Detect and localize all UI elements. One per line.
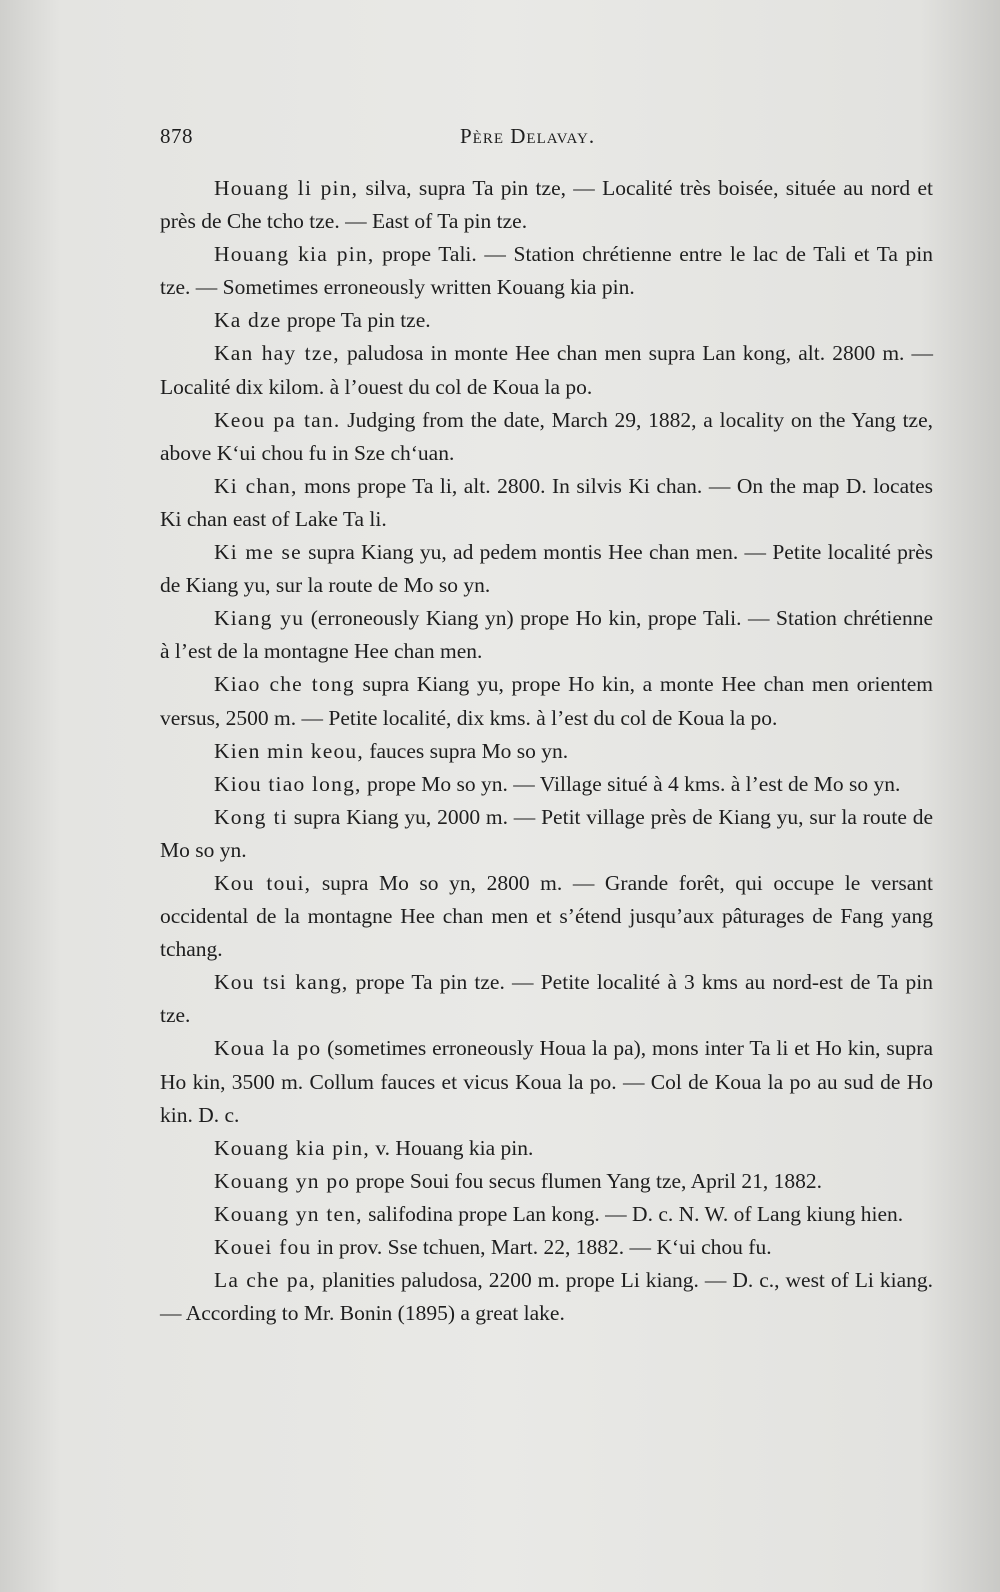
entry — [160, 768, 933, 801]
entry-head: Kou toui, — [214, 870, 312, 895]
entry — [160, 1264, 933, 1330]
entry — [160, 1032, 933, 1131]
entry-text: prope Mo so yn. — Village situé à 4 kms. à l’est de Mo so yn. — [361, 771, 901, 796]
entry-text: prope Soui fou secus flumen Yang tze, April 21, 1882. — [350, 1168, 822, 1193]
entry-head: Ki chan, — [214, 473, 298, 498]
entry — [160, 1231, 933, 1264]
entry-head: La che pa, — [214, 1268, 317, 1293]
entry-text: prope Ta pin tze. — [281, 308, 431, 333]
entry-text: planities paludosa, 2200 m. prope Li kiang. — D. c., west of Li kiang. — According to Mr. Bonin (1895) a great lake. — [160, 1268, 933, 1326]
entry-text: (erroneously Kiang yn) prope Ho kin, prope Tali. — Station chrétienne à l’est de la montagne Hee chan men. — [160, 606, 933, 664]
entry-head: Houang kia pin, — [214, 242, 375, 267]
entry-text: paludosa in monte Hee chan men supra Lan kong, alt. 2800 m. — Localité dix kilom. à l’ouest du col de Koua la po. — [160, 341, 934, 399]
page-header — [160, 124, 925, 154]
entry-text: Judging from the date, March 29, 1882, a locality on the Yang tze, above K‘ui chou fu in Sze ch‘uan. — [160, 407, 933, 465]
entry-text: prope Ta pin tze. — Petite localité à 3 kms au nord-est de Ta pin tze. — [160, 970, 934, 1028]
entry-head: Kouang yn ten, — [214, 1201, 363, 1226]
entry-text: silva, supra Ta pin tze, — Localité très boisée, située au nord et près de Che tcho tze. — East of Ta pin tze. — [160, 176, 933, 234]
entry-head: Kou tsi kang, — [214, 970, 349, 995]
entry — [160, 238, 933, 304]
entry — [160, 735, 933, 768]
entry — [160, 304, 933, 337]
entry-text: supra Kiang yu, ad pedem montis Hee chan men. — Petite localité près de Kiang yu, sur la route de Mo so yn. — [160, 540, 933, 598]
entry-text: fauces supra Mo so yn. — [363, 738, 569, 763]
body-text — [160, 172, 933, 1330]
entry-text: v. Houang kia pin. — [369, 1135, 534, 1160]
entry-head: Kouang yn po — [214, 1168, 351, 1193]
entry-head: Kouei fou — [214, 1235, 312, 1259]
entry-head: Keou pa tan. — [214, 407, 341, 432]
entry-head: Kouang kia pin, — [214, 1135, 370, 1160]
entry — [160, 867, 933, 966]
entry — [160, 1132, 933, 1165]
entry-text: supra Kiang yu, prope Ho kin, a monte Hee chan men orientem versus, 2500 m. — Petite localité, dix kms. à l’est du col de Koua la po. — [160, 672, 934, 730]
entry — [160, 1165, 933, 1198]
entry-text: supra Mo so yn, 2800 m. — Grande forêt, qui occupe le versant occidental de la montagne Hee chan men et s’étend jusqu’aux pâturages de Fang yang tchang. — [160, 870, 933, 962]
entry — [160, 668, 933, 734]
entry-text: salifodina prope Lan kong. — D. c. N. W. of Lang kiung hien. — [362, 1201, 904, 1226]
entry — [160, 172, 933, 238]
entry-head: Kiang yu — [214, 606, 305, 631]
entry — [160, 1198, 933, 1231]
page-number: 878 — [160, 124, 193, 148]
entry-text: prope Tali. — Station chrétienne entre le lac de Tali et Ta pin tze. — Sometimes erroneously written Kouang kia pin. — [160, 242, 933, 300]
entry-head: Kan hay tze, — [214, 341, 340, 366]
entry-text: (sometimes erroneously Houa la pa), mons inter Ta li et Ho kin, supra Ho kin, 3500 m. Collum fauces et vicus Koua la po. — Col de Koua la po au sud de Ho kin. D. c. — [160, 1036, 933, 1127]
entry-text: supra Kiang yu, 2000 m. — Petit village près de Kiang yu, sur la route de Mo so yn. — [160, 804, 933, 862]
entry-head: Ka dze — [214, 308, 282, 333]
entry-head: Kiao che tong — [214, 672, 355, 697]
entry-head: Koua la po — [214, 1036, 322, 1061]
entry — [160, 470, 933, 536]
entry — [160, 966, 933, 1032]
entry-head: Kien min keou, — [214, 738, 364, 763]
entry — [160, 536, 933, 602]
entry — [160, 602, 933, 668]
entry-head: Houang li pin, — [214, 176, 359, 200]
entry-text: mons prope Ta li, alt. 2800. In silvis Ki chan. — On the map D. locates Ki chan east of Lake Ta li. — [160, 473, 933, 531]
entry-text: in prov. Sse tchuen, Mart. 22, 1882. — K‘ui chou fu. — [311, 1235, 772, 1259]
entry — [160, 404, 933, 470]
entry-head: Kong ti — [214, 804, 288, 829]
running-title: Père Delavay. — [460, 124, 596, 148]
entry — [160, 337, 933, 403]
entry — [160, 801, 933, 867]
entry-head: Ki me se — [214, 540, 302, 565]
entry-head: Kiou tiao long, — [214, 771, 362, 796]
